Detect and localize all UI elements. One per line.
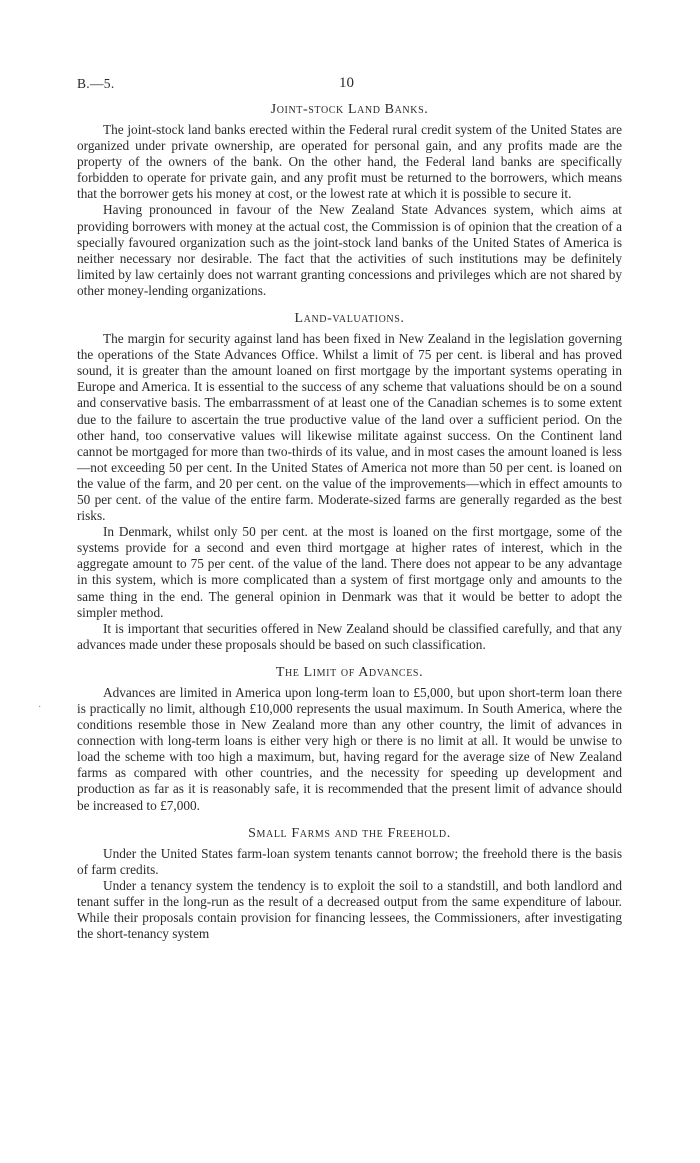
section-heading: The Limit of Advances. [275, 664, 424, 680]
section-limit-of-advances [77, 665, 622, 814]
paragraph: Under the United States farm-loan system tenants cannot borrow; the freehold there is the basis of farm credits. [77, 845, 622, 877]
section-small-farms-freehold [77, 826, 622, 943]
paragraph: Having pronounced in favour of the New Zealand State Advances system, which aims at providing borrowers with money at the actual cost, the Commission is of opinion that the creation of a specially favoured organization such as the joint-stock land banks of the United States of America is neither necessary nor desirable. The fact that the activities of such institutions may be definitely limited by law certainly does not warrant granting concessions and privileges which are not shared by other money-lending organizations. [77, 202, 622, 298]
document-reference: B.—5. [77, 76, 115, 91]
section-heading: Joint-stock Land Banks. [270, 102, 429, 117]
paragraph: The margin for security against land has been fixed in New Zealand in the legislation governing the operations of the State Advances Office. Whilst a limit of 75 per cent. is liberal and has proved sound, it is greater than the amount loaned on first mortgage by the important systems operating in Europe and America. It is essential to the success of any scheme that valuations should be on a sound and conservative basis. The embarrassment of at least one of the Canadian schemes is to some extent due to the failure to ascertain the true productive value of the land over a sufficient period. On the other hand, too conservative values will likewise militate against success. On the Continent land cannot be mortgaged for more than two-thirds of its value, and in most cases the amount loaned is less—not exceeding 50 per cent. In the United States of America not more than 50 per cent. is loaned on the value of the farm, and 20 per cent. on the value of the improvements—which in effect amounts to 50 per cent. of the value of the entire farm. Moderate-sized farms are generally regarded as the best risks. [77, 331, 622, 524]
paragraph: In Denmark, whilst only 50 per cent. at the most is loaned on the first mortgage, some of the systems provide for a second and even third mortgage at higher rates of interest, which in the aggregate amount to 75 per cent. of the value of the land. There does not appear to be any advantage in this system, which is more complicated than a system of first mortgage only and amounts to the same thing in the end. The general opinion in Denmark was that it would be better to adopt the simpler method. [77, 524, 622, 620]
section-heading: Land-valuations. [294, 311, 405, 327]
section-land-valuations [77, 311, 622, 653]
running-header [77, 76, 622, 94]
paragraph: Advances are limited in America upon long-term loan to £5,000, but upon short-term loan there is practically no limit, although £10,000 represents the usual maximum. In South America, where the conditions resemble those in New Zealand more than any other country, the limit of advances in connection with long-term loans is either very high or there is no limit at all. It would be unwise to load the scheme with too high a maximum, but, having regard for the average size of New Zealand farms as compared with other countries, and the necessity for speeding up development and production as far as it is reasonably safe, it is recommended that the present limit of advance should be increased to £7,000. [77, 684, 622, 813]
section-joint-stock-land-banks [77, 102, 622, 299]
page-body [77, 102, 622, 954]
margin-speck: · [38, 702, 42, 713]
paragraph: Under a tenancy system the tendency is to exploit the soil to a standstill, and both landlord and tenant suffer in the long-run as the result of a decreased output from the same expenditure of labour. While their proposals contain provision for financing lessees, the Commissioners, after investigating the short-tenancy system [77, 877, 622, 942]
paragraph: The joint-stock land banks erected within the Federal rural credit system of the United States are organized under private ownership, are operated for personal gain, and any profits made are the property of the owners of the bank. On the other hand, the Federal land banks are specifically forbidden to operate for private gain, and any profit must be returned to the borrowers, which means that the borrower gets his money at cost, or the lowest rate at which it is possible to secure it. [77, 122, 622, 202]
paragraph: It is important that securities offered in New Zealand should be classified carefully, and that any advances made under these proposals should be based on such classification. [77, 620, 622, 652]
section-heading: Small Farms and the Freehold. [248, 825, 451, 841]
page-number: 10 [339, 75, 354, 91]
